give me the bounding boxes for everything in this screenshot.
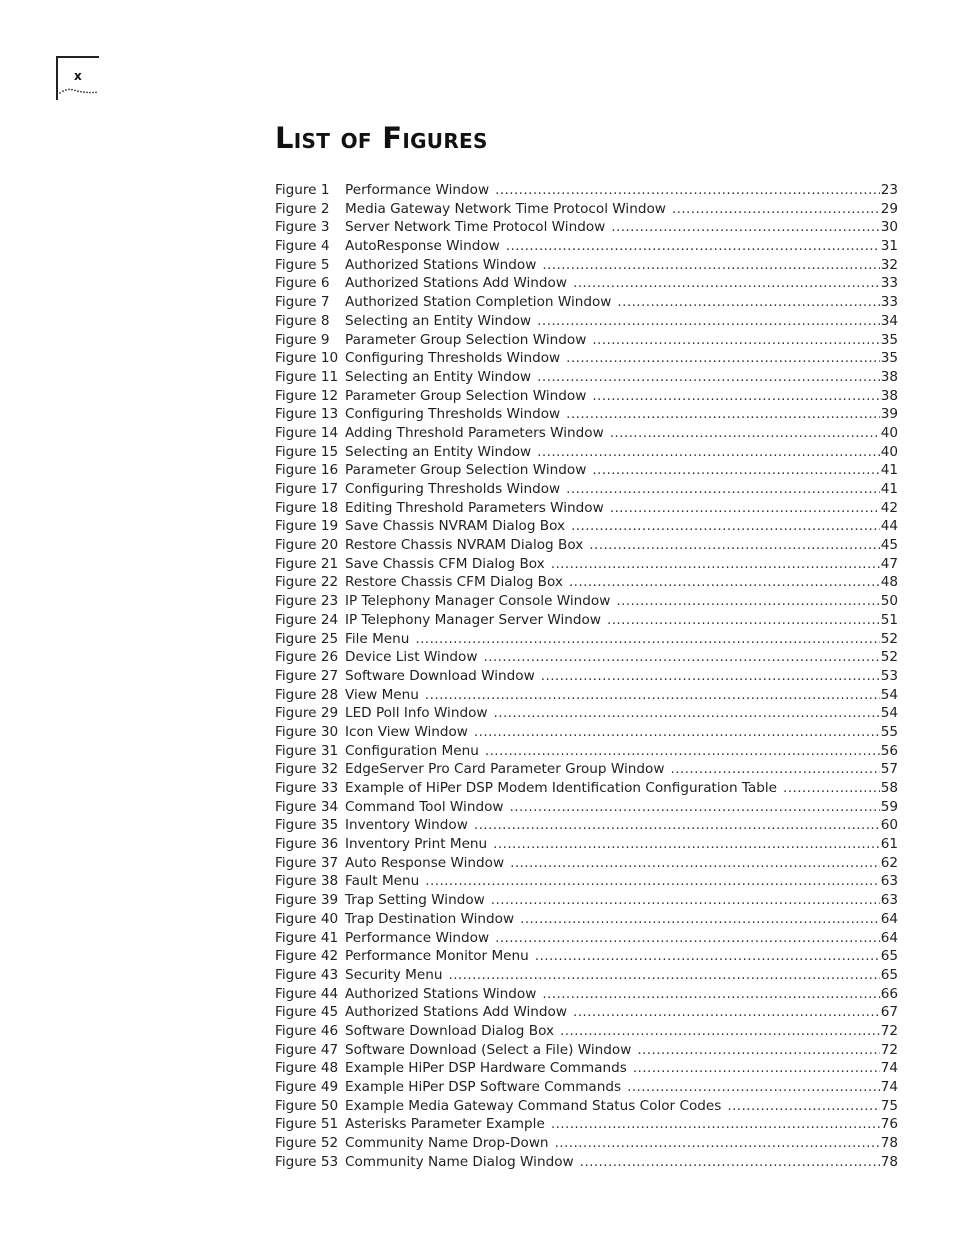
figure-entry[interactable]	[275, 1153, 898, 1172]
figure-entry[interactable]	[275, 312, 898, 331]
figure-entry[interactable]	[275, 760, 898, 779]
figure-entry[interactable]	[275, 704, 898, 723]
figure-label: Figure 18	[275, 499, 339, 516]
dot-leader	[569, 573, 880, 592]
dot-leader	[611, 218, 879, 237]
figure-entry[interactable]	[275, 480, 898, 499]
figure-page-number: 23	[880, 182, 898, 198]
dotted-arc-decoration	[59, 87, 99, 95]
figure-entry[interactable]	[275, 274, 898, 293]
figure-entry[interactable]	[275, 536, 898, 555]
dot-leader	[670, 760, 879, 779]
figure-page-number: 59	[880, 798, 898, 815]
dot-leader	[573, 1003, 880, 1022]
figure-page-number: 45	[880, 537, 898, 554]
figure-label: Figure 25	[275, 630, 339, 647]
dot-leader	[537, 368, 880, 387]
figure-label: Figure 36	[275, 836, 339, 853]
figure-label: Figure 7	[275, 294, 330, 311]
figure-title: Parameter Group Selection Window	[345, 387, 587, 404]
figure-label: Figure 49	[275, 1079, 339, 1095]
figure-entry[interactable]	[275, 723, 898, 742]
figure-label: Figure 22	[275, 574, 339, 591]
figure-title: Software Download Window	[345, 667, 535, 684]
figure-label: Figure 5	[275, 256, 330, 273]
figure-title: Community Name Dialog Window	[345, 1153, 574, 1170]
figure-entry[interactable]	[275, 798, 898, 817]
figure-entry[interactable]	[275, 1003, 898, 1022]
dot-leader	[783, 779, 880, 798]
figure-page-number: 31	[880, 238, 898, 255]
figure-page-number: 41	[880, 481, 898, 497]
figure-label: Figure 35	[275, 817, 339, 834]
figure-label: Figure 42	[275, 948, 339, 965]
figure-page-number: 62	[880, 854, 898, 871]
figure-title: Performance Monitor Menu	[345, 948, 529, 965]
figure-title: Configuring Thresholds Window	[345, 481, 561, 497]
figure-entry[interactable]	[275, 854, 898, 873]
corner-rule-top	[56, 56, 99, 58]
figure-page-number: 60	[880, 817, 898, 834]
figure-entry[interactable]	[275, 816, 898, 835]
figure-entry[interactable]	[275, 387, 898, 406]
dot-leader	[566, 349, 880, 368]
figure-entry[interactable]	[275, 872, 898, 891]
dot-leader	[542, 985, 879, 1004]
figure-title: Performance Window	[345, 182, 490, 198]
figure-page-number: 72	[880, 1022, 898, 1039]
figure-entry[interactable]	[275, 218, 898, 237]
figure-title: Fault Menu	[345, 873, 420, 890]
figure-page-number: 44	[880, 518, 898, 535]
figure-page-number: 66	[880, 985, 898, 1002]
figure-entry[interactable]	[275, 200, 898, 219]
figure-entry[interactable]	[275, 237, 898, 256]
figure-label: Figure 53	[275, 1153, 339, 1170]
figure-entry[interactable]	[275, 592, 898, 611]
figure-title: Parameter Group Selection Window	[345, 462, 587, 479]
figure-entry[interactable]	[275, 611, 898, 630]
figure-entry[interactable]	[275, 1097, 898, 1116]
figure-page-number: 63	[880, 892, 898, 909]
figure-title: Editing Threshold Parameters Window	[345, 499, 604, 516]
figure-title: Authorized Stations Add Window	[345, 275, 567, 292]
figure-title: Save Chassis CFM Dialog Box	[345, 555, 545, 572]
figure-label: Figure 4	[275, 238, 330, 255]
figure-label: Figure 39	[275, 892, 339, 909]
figure-entry[interactable]	[275, 1041, 898, 1060]
figure-entry[interactable]	[275, 835, 898, 854]
figure-page-number: 38	[880, 368, 898, 385]
dot-leader	[551, 1115, 880, 1134]
figure-page-number: 35	[880, 331, 898, 348]
figure-label: Figure 52	[275, 1135, 339, 1152]
dot-leader	[571, 517, 880, 536]
figure-label: Figure 38	[275, 873, 339, 890]
figure-page-number: 41	[880, 462, 898, 479]
dot-leader	[491, 891, 880, 910]
page-title: List of Figures	[275, 121, 488, 155]
figure-entry[interactable]	[275, 517, 898, 536]
figure-page-number: 72	[880, 1041, 898, 1058]
figure-page-number: 32	[880, 256, 898, 273]
figure-label: Figure 26	[275, 649, 339, 666]
figure-label: Figure 47	[275, 1041, 339, 1058]
figure-title: Authorized Stations Add Window	[345, 1004, 567, 1021]
figure-title: Selecting an Entity Window	[345, 368, 532, 385]
figure-title: IP Telephony Manager Console Window	[345, 593, 611, 610]
corner-rule-left	[56, 56, 58, 100]
figure-title: Parameter Group Selection Window	[345, 331, 587, 348]
dot-leader	[566, 480, 880, 499]
figure-page-number: 35	[880, 350, 898, 367]
dot-leader	[510, 798, 880, 817]
figure-label: Figure 29	[275, 705, 339, 722]
figure-entry[interactable]	[275, 648, 898, 667]
figure-title: Selecting an Entity Window	[345, 443, 532, 460]
figure-entry[interactable]	[275, 573, 898, 592]
figure-page-number: 40	[880, 424, 898, 441]
figure-title: Command Tool Window	[345, 798, 504, 815]
dot-leader	[627, 1078, 880, 1097]
figure-label: Figure 23	[275, 593, 339, 610]
figure-entry[interactable]	[275, 667, 898, 686]
figure-entry[interactable]	[275, 630, 898, 649]
figure-title: Example HiPer DSP Software Commands	[345, 1079, 622, 1095]
figure-page-number: 65	[880, 966, 898, 983]
figure-page-number: 74	[880, 1060, 898, 1077]
figure-title: Restore Chassis CFM Dialog Box	[345, 574, 563, 591]
figure-title: Auto Response Window	[345, 854, 505, 871]
figure-label: Figure 27	[275, 667, 339, 684]
figure-page-number: 78	[880, 1135, 898, 1152]
figure-entry[interactable]	[275, 293, 898, 312]
figure-page-number: 56	[880, 742, 898, 759]
figure-entry[interactable]	[275, 686, 898, 705]
figure-entry[interactable]	[275, 779, 898, 798]
figure-entry[interactable]	[275, 985, 898, 1004]
figure-label: Figure 19	[275, 518, 339, 535]
figure-entry[interactable]	[275, 966, 898, 985]
dot-leader	[633, 1059, 880, 1078]
dot-leader	[580, 1153, 880, 1172]
dot-leader	[537, 312, 880, 331]
figure-label: Figure 30	[275, 723, 339, 740]
page-number: x	[74, 69, 82, 83]
figure-page-number: 57	[880, 761, 898, 778]
figure-title: Software Download Dialog Box	[345, 1022, 555, 1039]
figure-page-number: 29	[880, 200, 898, 217]
figure-label: Figure 34	[275, 798, 339, 815]
dot-leader	[592, 387, 879, 406]
figure-label: Figure 13	[275, 406, 339, 423]
figure-title: Inventory Print Menu	[345, 836, 488, 853]
figure-label: Figure 16	[275, 462, 339, 479]
figure-label: Figure 3	[275, 219, 330, 236]
figure-title: Trap Setting Window	[345, 892, 485, 909]
figure-page-number: 64	[880, 910, 898, 927]
figure-entry[interactable]	[275, 1022, 898, 1041]
figure-title: Icon View Window	[345, 723, 468, 740]
dot-leader	[425, 872, 879, 891]
figure-label: Figure 9	[275, 331, 330, 348]
figure-entry[interactable]	[275, 181, 898, 200]
figure-label: Figure 33	[275, 780, 339, 796]
dot-leader	[484, 648, 880, 667]
figure-label: Figure 41	[275, 929, 339, 946]
figure-entry[interactable]	[275, 929, 898, 948]
figure-label: Figure 14	[275, 424, 339, 441]
figure-label: Figure 28	[275, 686, 339, 703]
figure-entry[interactable]	[275, 461, 898, 480]
figure-page-number: 52	[880, 649, 898, 666]
figure-entry[interactable]	[275, 368, 898, 387]
figure-label: Figure 50	[275, 1097, 339, 1114]
figure-label: Figure 43	[275, 966, 339, 983]
dot-leader	[510, 854, 880, 873]
dot-leader	[573, 274, 880, 293]
figure-title: EdgeServer Pro Card Parameter Group Window	[345, 761, 665, 778]
figure-label: Figure 17	[275, 481, 339, 497]
figure-entry[interactable]	[275, 349, 898, 368]
figure-page-number: 33	[880, 275, 898, 292]
figure-title: File Menu	[345, 630, 410, 647]
figure-entry[interactable]	[275, 891, 898, 910]
figure-entry[interactable]	[275, 256, 898, 275]
figure-entry[interactable]	[275, 331, 898, 350]
figure-title: Performance Window	[345, 929, 490, 946]
figure-label: Figure 40	[275, 910, 339, 927]
figure-title: LED Poll Info Window	[345, 705, 488, 722]
dot-leader	[535, 947, 880, 966]
figure-entry[interactable]	[275, 424, 898, 443]
figure-title: Authorized Station Completion Window	[345, 294, 612, 311]
figure-entry[interactable]	[275, 499, 898, 518]
figure-entry[interactable]	[275, 1115, 898, 1134]
figure-title: Inventory Window	[345, 817, 468, 834]
dot-leader	[415, 630, 879, 649]
dot-leader	[495, 929, 880, 948]
figure-entry[interactable]	[275, 1059, 898, 1078]
dot-leader	[610, 424, 880, 443]
figure-page-number: 52	[880, 630, 898, 647]
dot-leader	[494, 704, 880, 723]
figure-page-number: 53	[880, 667, 898, 684]
figure-page-number: 51	[880, 611, 898, 628]
figure-label: Figure 31	[275, 742, 339, 759]
figure-page-number: 50	[880, 593, 898, 610]
figure-title: Device List Window	[345, 649, 478, 666]
figure-title: Configuring Thresholds Window	[345, 350, 561, 367]
figure-title: Example of HiPer DSP Modem Identification Configuration Table	[345, 780, 778, 796]
figure-title: Configuration Menu	[345, 742, 479, 759]
dot-leader	[589, 536, 879, 555]
dot-leader	[592, 331, 879, 350]
figure-page-number: 30	[880, 219, 898, 236]
figure-page-number: 48	[880, 574, 898, 591]
figure-title: Example HiPer DSP Hardware Commands	[345, 1060, 627, 1077]
dot-leader	[616, 592, 879, 611]
figure-page-number: 40	[880, 443, 898, 460]
dot-leader	[617, 293, 879, 312]
figure-entry[interactable]	[275, 742, 898, 761]
figure-entry[interactable]	[275, 1134, 898, 1153]
figure-title: Software Download (Select a File) Window	[345, 1041, 632, 1058]
dot-leader	[566, 405, 880, 424]
figure-label: Figure 11	[275, 368, 339, 385]
figure-page-number: 42	[880, 499, 898, 516]
figure-title: AutoResponse Window	[345, 238, 500, 255]
figure-page-number: 67	[880, 1004, 898, 1021]
figure-label: Figure 51	[275, 1116, 339, 1133]
figure-label: Figure 12	[275, 387, 339, 404]
figure-label: Figure 45	[275, 1004, 339, 1021]
dot-leader	[672, 200, 880, 219]
dot-leader	[610, 499, 880, 518]
dot-leader	[637, 1041, 879, 1060]
dot-leader	[551, 555, 880, 574]
figure-label: Figure 46	[275, 1022, 339, 1039]
dot-leader	[474, 723, 880, 742]
figure-page-number: 63	[880, 873, 898, 890]
dot-leader	[560, 1022, 880, 1041]
figure-page-number: 34	[880, 312, 898, 329]
dot-leader	[485, 742, 880, 761]
dot-leader	[541, 667, 880, 686]
figure-label: Figure 15	[275, 443, 339, 460]
figure-entry[interactable]	[275, 947, 898, 966]
figure-page-number: 55	[880, 723, 898, 740]
dot-leader	[474, 816, 880, 835]
figure-title: Example Media Gateway Command Status Color Codes	[345, 1097, 722, 1114]
figure-label: Figure 44	[275, 985, 339, 1002]
figure-title: Trap Destination Window	[345, 910, 515, 927]
figure-title: Server Network Time Protocol Window	[345, 219, 606, 236]
figure-title: Media Gateway Network Time Protocol Window	[345, 200, 666, 217]
figure-label: Figure 10	[275, 350, 339, 367]
figure-page-number: 65	[880, 948, 898, 965]
figure-label: Figure 2	[275, 200, 330, 217]
dot-leader	[727, 1097, 879, 1116]
figure-title: Adding Threshold Parameters Window	[345, 424, 604, 441]
dot-leader	[425, 686, 880, 705]
figure-page-number: 76	[880, 1116, 898, 1133]
figure-title: Authorized Stations Window	[345, 256, 537, 273]
figure-entry[interactable]	[275, 910, 898, 929]
figure-page-number: 58	[880, 780, 898, 796]
dot-leader	[448, 966, 879, 985]
figure-label: Figure 37	[275, 854, 339, 871]
figure-page-number: 38	[880, 387, 898, 404]
dot-leader	[537, 443, 880, 462]
figure-label: Figure 24	[275, 611, 339, 628]
figure-page-number: 47	[880, 555, 898, 572]
figure-label: Figure 48	[275, 1060, 339, 1077]
figure-label: Figure 21	[275, 555, 339, 572]
figure-label: Figure 20	[275, 537, 339, 554]
figure-label: Figure 8	[275, 312, 330, 329]
figure-title: Save Chassis NVRAM Dialog Box	[345, 518, 566, 535]
figure-list	[275, 181, 898, 1171]
figure-page-number: 74	[880, 1079, 898, 1095]
figure-page-number: 64	[880, 929, 898, 946]
figure-page-number: 39	[880, 406, 898, 423]
figure-page-number: 61	[880, 836, 898, 853]
figure-title: Asterisks Parameter Example	[345, 1116, 545, 1133]
figure-title: View Menu	[345, 686, 419, 703]
figure-label: Figure 1	[275, 182, 330, 198]
figure-page-number: 75	[880, 1097, 898, 1114]
figure-title: Authorized Stations Window	[345, 985, 537, 1002]
figure-title: Configuring Thresholds Window	[345, 406, 561, 423]
dot-leader	[506, 237, 880, 256]
figure-title: Security Menu	[345, 966, 443, 983]
figure-page-number: 54	[880, 686, 898, 703]
dot-leader	[493, 835, 880, 854]
figure-title: Community Name Drop-Down	[345, 1135, 549, 1152]
figure-label: Figure 6	[275, 275, 330, 292]
figure-page-number: 54	[880, 705, 898, 722]
figure-label: Figure 32	[275, 761, 339, 778]
dot-leader	[607, 611, 880, 630]
figure-page-number: 33	[880, 294, 898, 311]
dot-leader	[542, 256, 879, 275]
dot-leader	[592, 461, 879, 480]
figure-entry[interactable]	[275, 1078, 898, 1097]
figure-title: Selecting an Entity Window	[345, 312, 532, 329]
figure-title: IP Telephony Manager Server Window	[345, 611, 601, 628]
figure-title: Restore Chassis NVRAM Dialog Box	[345, 537, 584, 554]
dot-leader	[555, 1134, 880, 1153]
figure-entry[interactable]	[275, 443, 898, 462]
figure-page-number: 78	[880, 1153, 898, 1170]
dot-leader	[520, 910, 880, 929]
figure-entry[interactable]	[275, 405, 898, 424]
figure-entry[interactable]	[275, 555, 898, 574]
dot-leader	[495, 181, 880, 200]
